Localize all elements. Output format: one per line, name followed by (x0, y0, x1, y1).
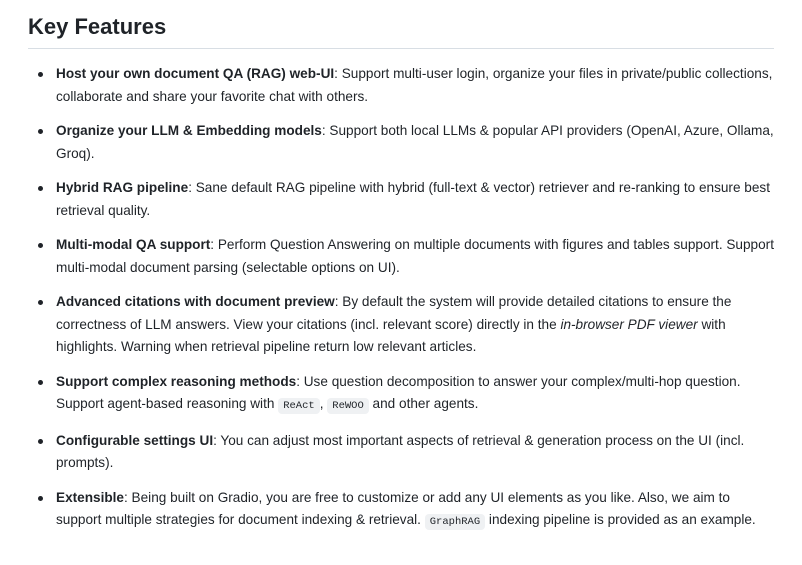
feature-description: : Perform Question Answering on multiple documents with figures and tables support. Support multi-modal document parsing (selectable options on UI). (56, 237, 774, 275)
feature-description-end: indexing pipeline is provided as an example. (485, 512, 756, 527)
feature-title: Organize your LLM & Embedding models (56, 123, 322, 138)
section-heading: Key Features (28, 12, 774, 49)
feature-description: : By default the system will provide detailed citations to ensure the correctness of LLM answers. View your citations (incl. relevant score) directly in the (56, 294, 732, 332)
feature-description: : Sane default RAG pipeline with hybrid (full-text & vector) retriever and re-ranking to ensure best retrieval quality. (56, 180, 770, 218)
feature-item (56, 177, 778, 222)
bullet-icon (38, 186, 43, 191)
feature-description: : You can adjust most important aspects of retrieval & generation process on the UI (incl. prompts). (56, 432, 745, 470)
feature-item (56, 234, 778, 279)
feature-title: Multi-modal QA support (56, 237, 211, 252)
bullet-icon (38, 380, 43, 385)
feature-title: Extensible (56, 489, 124, 505)
feature-title: Support complex reasoning methods (56, 373, 297, 389)
feature-item (56, 120, 778, 165)
feature-title: Advanced citations with document preview (56, 294, 335, 309)
feature-description: : Being built on Gradio, you are free to customize or add any UI elements as you like. Also, we aim to support multiple strategies for document indexing & retrieval. (56, 489, 730, 527)
rewoo-code: ReWOO (327, 398, 369, 414)
feature-description: : Use question decomposition to answer your complex/multi-hop question. Support agent-based reasoning with (56, 373, 741, 411)
bullet-icon (38, 496, 43, 501)
bullet-icon (38, 439, 43, 444)
feature-description-end: with highlights. Warning when retrieval pipeline return low relevant articles. (56, 316, 726, 354)
pdf-viewer-emphasis: in-browser PDF viewer (560, 316, 698, 332)
feature-title: Hybrid RAG pipeline (56, 180, 189, 195)
feature-description: : Support multi-user login, organize your files in private/public collections, collaborate and share your favorite chat with others. (56, 66, 773, 104)
graphrag-code: GraphRAG (425, 514, 485, 530)
feature-item (56, 63, 778, 108)
feature-title: Host your own document QA (RAG) web-UI (56, 66, 335, 81)
feature-description-end: and other agents. (368, 396, 479, 411)
code-separator: , (319, 396, 328, 411)
feature-description: : Support both local LLMs & popular API providers (OpenAI, Azure, Ollama, Groq). (56, 123, 774, 161)
bullet-icon (38, 300, 43, 305)
feature-list (56, 63, 778, 546)
bullet-icon (38, 243, 43, 248)
feature-item (56, 487, 778, 534)
bullet-icon (38, 129, 43, 134)
feature-item (56, 430, 778, 475)
bullet-icon (38, 72, 43, 77)
feature-item (56, 371, 778, 418)
react-code: ReAct (278, 398, 320, 414)
feature-title: Configurable settings UI (56, 432, 214, 448)
feature-item (56, 291, 778, 359)
